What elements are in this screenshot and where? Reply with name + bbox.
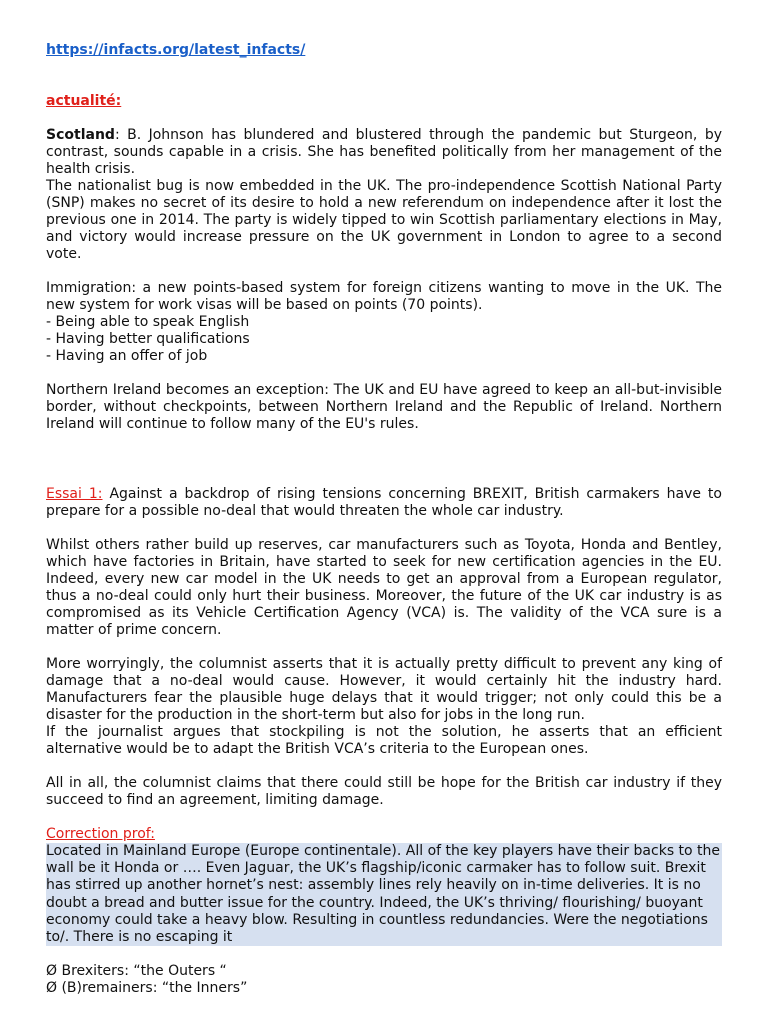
northern-ireland-paragraph: Northern Ireland becomes an exception: The UK and EU have agreed to keep an all-but-invisible border, without checkpoints, between Northern Ireland and the Republic of Ireland. Northern Ireland will continue to follow many of the EU's rules. — [46, 382, 722, 432]
list-item: - Having an offer of job — [46, 348, 208, 364]
scotland-label: Scotland — [46, 127, 115, 143]
actualite-heading: actualité: — [46, 93, 122, 109]
scotland-paragraph — [46, 127, 722, 178]
essai-intro-paragraph — [46, 486, 722, 520]
note-brexiters: Ø Brexiters: “the Outers “ — [46, 963, 227, 980]
essai-paragraph-2: Whilst others rather build up reserves, car manufacturers such as Toyota, Honda and Bentley, which have factories in Britain, have started to seek for new certification agencies in the EU. Indeed, every new car model in the UK needs to get an approval from a European regulator, thus a no-deal could only hurt their business. Moreover, the future of the UK car industry is as compromised as its Vehicle Certification Agency (VCA) is. The validity of the VCA sure is a matter of prime concern. — [46, 537, 722, 638]
list-item: - Being able to speak English — [46, 314, 250, 330]
essai-paragraph-3: More worryingly, the columnist asserts that it is actually pretty difficult to prevent any king of damage that a no-deal would cause. However, it would certainly hit the industry hard. Manufacturers fear the plausible huge delays that it would trigger; not only could this be a disaster for the production in the short-term but also for jobs in the long run. — [46, 656, 722, 723]
list-item: - Having better qualifications — [46, 331, 250, 347]
essai-intro-text: Against a backdrop of rising tensions concerning BREXIT, British carmakers have to prepare for a possible no-deal that would threaten the whole car industry. — [46, 486, 722, 519]
nationalist-paragraph: The nationalist bug is now embedded in the UK. The pro-independence Scottish National Party (SNP) makes no secret of its desire to hold a new referendum on independence after it lost the previous one in 2014. The party is widely tipped to win Scottish parliamentary elections in May, and victory would increase pressure on the UK government in London to agree to a second vote. — [46, 178, 722, 262]
scotland-text: : B. Johnson has blundered and blustered through the pandemic but Sturgeon, by contrast, sounds capable in a crisis. She has benefited politically from her management of the health crisis. — [46, 127, 722, 177]
correction-highlighted-text: Located in Mainland Europe (Europe continentale). All of the key players have their backs to the wall be it Honda or …. Even Jaguar, the UK’s flagship/iconic carmaker has to follow suit. Brexit has stirred up another hornet’s nest: assembly lines rely heavily on in-time deliveries. It is no doubt a bread and butter issue for the country. Indeed, the UK’s thriving/ flourishing/ buoyant economy could take a heavy blow. Resulting in countless redundancies. Were the negotiations to/. There is no escaping it — [46, 843, 721, 946]
document-page — [46, 42, 722, 997]
note-remainers: Ø (B)remainers: “the Inners” — [46, 980, 248, 997]
essai-paragraph-4: If the journalist argues that stockpiling is not the solution, he asserts that an efficient alternative would be to adapt the British VCA’s criteria to the European ones. — [46, 724, 722, 757]
essai-label: Essai 1: — [46, 486, 103, 502]
essai-paragraph-5: All in all, the columnist claims that there could still be hope for the British car industry if they succeed to find an agreement, limiting damage. — [46, 775, 722, 808]
correction-heading: Correction prof: — [46, 826, 155, 842]
infacts-link[interactable]: https://infacts.org/latest_infacts/ — [46, 42, 306, 58]
immigration-paragraph: Immigration: a new points-based system for foreign citizens wanting to move in the UK. The new system for work visas will be based on points (70 points). — [46, 280, 722, 313]
